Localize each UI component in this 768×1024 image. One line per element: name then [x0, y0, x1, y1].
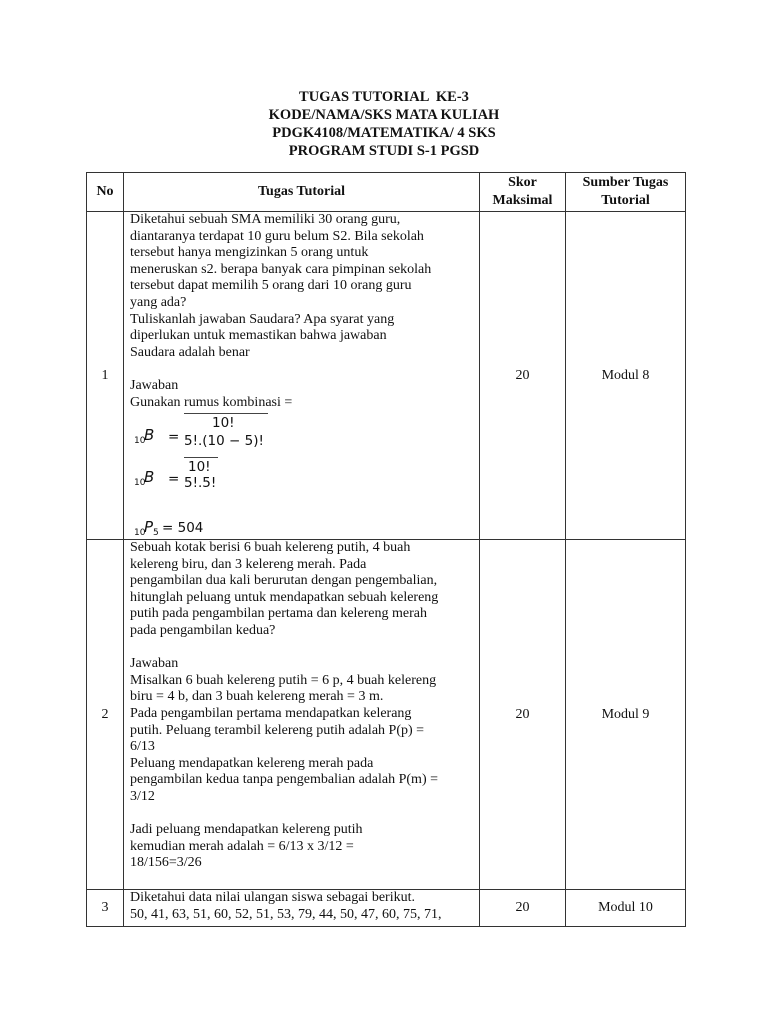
header-course-code: PDGK4108/MATEMATIKA/ 4 SKS — [272, 125, 496, 141]
task-line: Jadi peluang mendapatkan kelereng putih — [130, 822, 363, 838]
task-cell — [124, 540, 480, 890]
row-number: 1 — [87, 212, 124, 540]
task-line: 6/13 — [130, 739, 155, 755]
task-table — [86, 172, 686, 927]
fraction-bar — [184, 413, 268, 414]
task-text — [130, 212, 473, 411]
task-line: pengambilan kedua tanpa pengembalian adalah P(m) = — [130, 772, 439, 788]
table-header-row — [87, 173, 686, 212]
task-line: putih pada pengambilan pertama dan kelereng merah — [130, 606, 427, 622]
source-cell: Modul 10 — [566, 890, 686, 927]
task-line — [130, 640, 473, 657]
header-course-label: KODE/NAMA/SKS MATA KULIAH — [268, 107, 500, 123]
source-cell: Modul 9 — [566, 540, 686, 890]
task-line: kelereng biru, dan 3 kelereng merah. Pada — [130, 556, 367, 572]
task-line: Diketahui sebuah SMA memiliki 30 orang guru, — [130, 212, 401, 227]
task-line: putih. Peluang terambil kelereng putih adalah P(p) = — [130, 722, 425, 738]
task-line: kemudian merah adalah = 6/13 x 3/12 = — [130, 838, 354, 854]
row-number: 3 — [87, 890, 124, 927]
table-row — [87, 890, 686, 927]
task-line — [130, 806, 473, 823]
task-line: tersebut dapat memilih 5 orang dari 10 orang guru — [130, 278, 412, 294]
header-program: PROGRAM STUDI S-1 PGSD — [288, 143, 480, 159]
column-header-no: No — [87, 173, 124, 212]
task-line: Gunakan rumus kombinasi = — [130, 394, 293, 410]
table-row — [87, 540, 686, 890]
task-line: Misalkan 6 buah kelereng putih = 6 p, 4 buah kelereng — [130, 672, 437, 688]
formula-combination-1: 10 B = 10! 5!.(10 − 5)! — [130, 411, 473, 455]
row-number: 2 — [87, 540, 124, 890]
task-line: Peluang mendapatkan kelereng merah pada — [130, 755, 374, 771]
task-line: meneruskan s2. berapa banyak cara pimpinan sekolah — [130, 261, 432, 277]
task-cell — [124, 890, 480, 927]
task-line: diperlukan untuk memastikan bahwa jawaban — [130, 328, 387, 344]
task-line: Sebuah kotak berisi 6 buah kelereng putih, 4 buah — [130, 540, 411, 555]
skor-cell: 20 — [480, 540, 566, 890]
source-cell: Modul 8 — [566, 212, 686, 540]
column-header-skor: Skor Maksimal — [480, 173, 566, 212]
task-line: 3/12 — [130, 788, 155, 804]
task-line — [130, 361, 473, 378]
skor-cell: 20 — [480, 212, 566, 540]
task-cell — [124, 212, 480, 540]
table-row — [87, 212, 686, 540]
formula-combination-2: 10 B = 10! 5!.5! — [134, 459, 217, 492]
task-line: 50, 41, 63, 51, 60, 52, 51, 53, 79, 44, 50, 47, 60, 75, 71, — [130, 906, 442, 922]
task-line: Tuliskanlah jawaban Saudara? Apa syarat yang — [130, 311, 395, 327]
task-line: hitunglah peluang untuk mendapatkan sebuah kelereng — [130, 589, 439, 605]
task-line: biru = 4 b, dan 3 buah kelereng merah = 3 m. — [130, 689, 384, 705]
task-line: diantaranya terdapat 10 guru belum S2. Bila sekolah — [130, 228, 424, 244]
task-line: yang ada? — [130, 294, 187, 310]
document-header — [0, 88, 768, 160]
task-line: pengambilan dua kali berurutan dengan pengembalian, — [130, 573, 438, 589]
formula-result: 10 P 5 = 504 — [134, 518, 204, 539]
column-header-source: Sumber Tugas Tutorial — [566, 173, 686, 212]
task-line: Diketahui data nilai ulangan siswa sebagai berikut. — [130, 890, 415, 905]
skor-cell: 20 — [480, 890, 566, 927]
task-line: tersebut hanya mengizinkan 5 orang untuk — [130, 245, 369, 261]
header-title: TUGAS TUTORIAL KE-3 — [299, 89, 469, 105]
task-line: Jawaban — [130, 656, 179, 672]
task-line: Saudara adalah benar — [130, 344, 250, 360]
fraction-bar — [184, 457, 218, 458]
task-line: Pada pengambilan pertama mendapatkan kelerang — [130, 705, 412, 721]
column-header-task: Tugas Tutorial — [124, 173, 480, 212]
task-text — [130, 890, 473, 923]
task-line: pada pengambilan kedua? — [130, 622, 276, 638]
task-line: Jawaban — [130, 377, 179, 393]
task-text — [130, 540, 473, 872]
task-line: 18/156=3/26 — [130, 855, 202, 871]
